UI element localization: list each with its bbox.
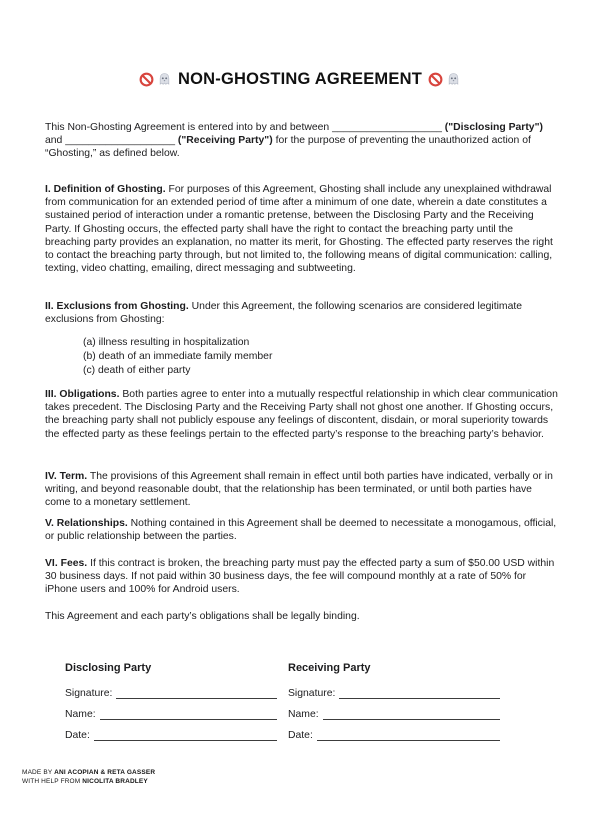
- section-heading: II. Exclusions from Ghosting.: [45, 301, 189, 312]
- ghost-icon: [446, 72, 461, 87]
- intro-text-2: and: [45, 135, 63, 147]
- intro-paragraph: [45, 121, 560, 161]
- section-heading: VI. Fees.: [45, 558, 88, 569]
- no-entry-icon: [428, 72, 443, 87]
- exclusions-list: [83, 336, 513, 377]
- credits: [22, 769, 155, 786]
- signature-label: Signature:: [288, 688, 336, 699]
- section-body: Under this Agreement, the following scenarios are considered legitimate exclusions from Ghosting:: [45, 301, 523, 326]
- disclosing-party-label: ("Disclosing Party"): [444, 122, 543, 133]
- date-label: Date:: [288, 730, 313, 741]
- section-body: If this contract is broken, the breaching party must pay the effected party a sum of $50.00 USD within 30 business days. If not paid within 30 business days, the fee will compound monthly at a rate of 50% for iPhone users and 100% for Android users.: [45, 558, 555, 596]
- section-exclusions-from-ghosting: [45, 300, 560, 326]
- page-title: NON-GHOSTING AGREEMENT: [178, 70, 422, 88]
- date-label: Date:: [65, 730, 90, 741]
- section-heading: I. Definition of Ghosting.: [45, 184, 166, 195]
- date-line: [317, 727, 500, 741]
- ghost-icon: [157, 72, 172, 87]
- signature-row: [65, 678, 277, 699]
- name-row: [288, 699, 500, 720]
- date-row: [288, 720, 500, 741]
- name-label: Name:: [65, 709, 96, 720]
- signature-line: [339, 685, 500, 699]
- intro-text-3: for the purpose of preventing the unauthorized action of “Ghosting,” as defined below.: [45, 135, 531, 160]
- receiving-party-label: ("Receiving Party"): [177, 135, 273, 147]
- list-item-a: (a) illness resulting in hospitalization: [83, 337, 250, 348]
- disclosing-party-blank: ___________________: [332, 122, 442, 133]
- receiving-party-header: Receiving Party: [288, 662, 371, 674]
- document-title-row: [0, 70, 600, 89]
- intro-text-1: This Non-Ghosting Agreement is entered into by and between: [45, 122, 330, 133]
- section-body: For purposes of this Agreement, Ghosting shall include any unexplained withdrawal from communication for an extended period of time after a minimum of one date, wherein a date constitutes a sustained period of interaction under a romantic pretense, between the Disclosing Party and the Receiving Party. If Ghosting occurs, the effected party shall have the right to contact the breaching party until the breaching party provides an explanation, no matter its merit, for Ghosting. The effected party reserves the right to contact the breaching party through, but not limited to, the following means of digital communication: calling, texting, video chatting, emailing, direct messaging and subtweeting.: [45, 184, 553, 275]
- made-by-line: MADE BY ANI ACOPIAN & RETA GASSER: [22, 769, 156, 776]
- name-label: Name:: [288, 709, 319, 720]
- name-line: [100, 706, 277, 720]
- signature-line: [116, 685, 277, 699]
- signature-block: [65, 662, 515, 741]
- section-body: Both parties agree to enter into a mutually respectful relationship in which clear communication takes precedent. The Disclosing Party and the Receiving Party shall not ghost one another. If Ghosting occurs, the breaching party shall not publicly espouse any feelings of discontent, disdain, or moral superiority towards the effected party as these feelings pertain to the effected party’s response to the breaching party’s behavior.: [45, 389, 558, 440]
- binding-clause: This Agreement and each party’s obligations shall be legally binding.: [45, 611, 360, 622]
- section-heading: V. Relationships.: [45, 518, 128, 529]
- section-obligations: [45, 388, 560, 441]
- date-row: [65, 720, 277, 741]
- section-body: The provisions of this Agreement shall remain in effect until both parties have indicated, verbally or in writing, and beyond reasonable doubt, that the relationship has been terminated, or until both parties have come to a monetary settlement.: [45, 471, 553, 509]
- date-line: [94, 727, 277, 741]
- receiving-party-blank: ___________________: [65, 135, 176, 147]
- list-item-c: (c) death of either party: [83, 364, 191, 376]
- section-heading: IV. Term.: [45, 471, 88, 482]
- help-from-line: WITH HELP FROM NICOLITA BRADLEY: [22, 777, 148, 785]
- section-relationships: [45, 517, 560, 543]
- disclosing-party-header: Disclosing Party: [65, 662, 152, 674]
- name-row: [65, 699, 277, 720]
- receiving-party-column: [288, 662, 500, 741]
- list-item-b: (b) death of an immediate family member: [83, 350, 273, 362]
- section-term: [45, 470, 560, 510]
- section-body: Nothing contained in this Agreement shall be deemed to necessitate a monogamous, official, or public relationship between the parties.: [45, 518, 557, 543]
- signature-row: [288, 678, 500, 699]
- signature-label: Signature:: [65, 688, 113, 699]
- no-entry-icon: [139, 72, 154, 87]
- name-line: [323, 706, 500, 720]
- section-fees: [45, 557, 560, 597]
- disclosing-party-column: [65, 662, 277, 741]
- section-definition-of-ghosting: [45, 183, 560, 275]
- section-heading: III. Obligations.: [45, 389, 120, 400]
